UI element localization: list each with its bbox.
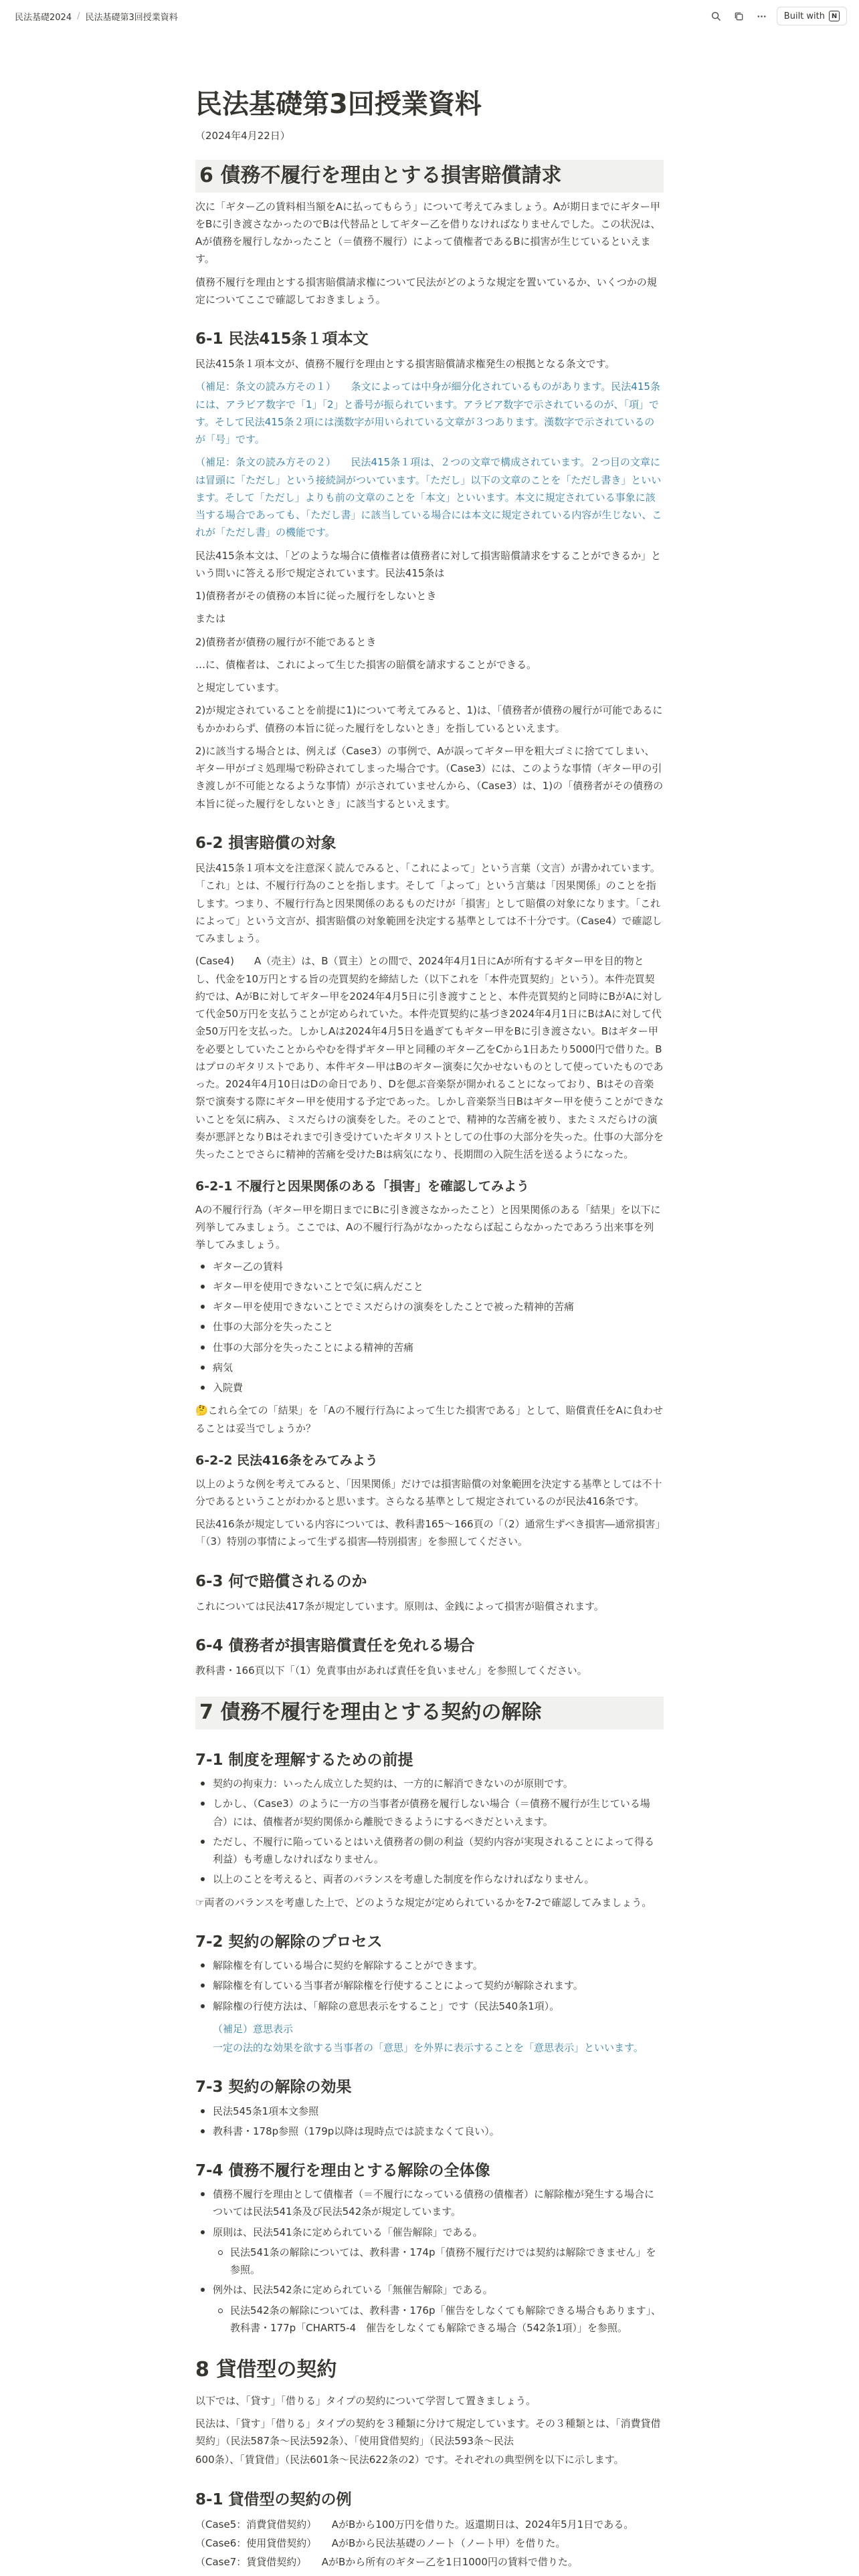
list-item-text: 原則は、民法541条に定められている「催告解除」である。 <box>213 2226 483 2238</box>
topbar <box>0 0 859 32</box>
nested-list-item: 民法541条の解除については、教科書・174p「債務不履行だけでは契約は解除できません」を参照。 <box>213 2244 664 2279</box>
heading-6-2-2: 6-2-2 民法416条をみてみよう <box>195 1453 378 1468</box>
paragraph: 2)が規定されていることを前提に1)について考えてみると、1)は、「債務者が債務の履行が可能であるにもかかわらず、債務の本旨に従った履行をしないとき」を指しているといえます。 <box>195 704 663 734</box>
list-item: 教科書・178p参照（179p以降は現時点では読まなくて良い）。 <box>195 2123 664 2140</box>
heading-7-3: 7-3 契約の解除の効果 <box>195 2078 352 2097</box>
breadcrumb-item-page[interactable]: 民法基礎第3回授業資料 <box>85 12 178 23</box>
duplicate-icon[interactable] <box>731 8 747 24</box>
heading-6-1: 6-1 民法415条１項本文 <box>195 330 369 348</box>
paragraph: これについては民法417条が規定しています。原則は、金銭によって損害が賠償されます。 <box>195 1600 604 1612</box>
bulleted-list <box>195 1775 664 1889</box>
page-date: （2024年4月22日） <box>195 130 290 142</box>
breadcrumb <box>12 9 181 24</box>
case-paragraph: （Case5：消費貸借契約） AがBから100万円を借りた。返還期日は、2024年5月1日である。 <box>195 2518 634 2531</box>
paragraph: 以下では、「貸す」「借りる」タイプの契約について学習して置きましょう。 <box>195 2394 536 2407</box>
list-item: 解除権を有している場合に契約を解除することができます。 <box>195 1957 664 1974</box>
heading-section-8: 8 貸借型の契約 <box>195 2358 337 2382</box>
case-paragraph: （Case7：賃貸借契約） AがBから所有のギター乙を1日1000円の賃料で借りた。 <box>195 2556 578 2569</box>
heading-6-4: 6-4 債務者が損害賠償責任を免れる場合 <box>195 1637 475 1654</box>
heading-7-1: 7-1 制度を理解するための前提 <box>195 1751 413 1769</box>
list-item: しかし、（Case3）のように一方の当事者が債務を履行しない場合（＝債務不履行が生じている場合）には、債権者が契約関係から離脱できるようにするべきだといえます。 <box>195 1795 664 1830</box>
case-paragraph: (Case4) A（売主）は、B（買主）との間で、2024年4月1日にAが所有するギター甲を目的物とし、代金を10万円とする旨の売買契約を締結した（以下これを「本件売買契約」という）。本件売買契約では、AがBに対してギター甲を2024年4月5日に引き渡すことと、本件売買契約と同時にBがAに対して代金50万円を支払うことが定められていた。本件売買契約に基づき2024年4月1日にBはAに対して代金50万円を支払った。しかしAは2024年4月5日を過ぎてもギター甲をBに引き渡さない。Bはギター甲を必要としていたことからやむを得ずギター甲と同種のギター乙をCから1日あたり5000円で借りた。Bはプロのギタリストであり、本件ギター甲はBのギター演奏に欠かせないものとして使っていたものであった。2024年4月10日はDの命日であり、Dを偲ぶ音楽祭が開かれることになっており、Bはその音楽祭で演奏する際にギター甲を使用する予定であった。しかし音楽祭当日Bはギター甲を使うことができないことを気に病み、ミスだらけの演奏をした。そのことで、精神的な苦痛を被り、またミスだらけの演奏が悪評となりBはそれまで引き受けていたギタリストとしての仕事の大部分を失った。仕事の大部分を失ったことでさらに精神的苦痛を受けたBは病気になり、長期間の入院生活を送るようになった。 <box>195 955 664 1161</box>
list-item <box>195 2281 664 2337</box>
topbar-actions <box>708 7 847 25</box>
list-item: 以上のことを考えると、両者のバランスを考慮した制度を作らなければなりません。 <box>195 1870 664 1888</box>
paragraph: …に、債権者は、これによって生じた損害の賠償を請求することができる。 <box>195 658 537 671</box>
list-item: 契約の拘束力：いったん成立した契約は、一方的に解消できないのが原則です。 <box>195 1775 664 1792</box>
paragraph: 民法415条１項本文が、債務不履行を理由とする損害賠償請求権発生の根拠となる条文です。 <box>195 358 615 370</box>
list-item: 仕事の大部分を失ったことによる精神的苦痛 <box>195 1339 664 1356</box>
breadcrumb-separator: / <box>77 11 80 21</box>
paragraph: 🤔これら全ての「結果」を「Aの不履行行為によって生じた損害である」として、賠償責任をAに負わせることは妥当でしょうか？ <box>195 1404 663 1434</box>
search-icon[interactable] <box>708 8 725 24</box>
nested-list <box>213 2244 664 2279</box>
paragraph: 2)債務者が債務の履行が不能であるとき <box>195 635 377 648</box>
bulleted-list <box>195 2185 664 2337</box>
note-heading: （補足）意思表示 <box>213 2022 294 2035</box>
paragraph: 2)に該当する場合とは、例えば（Case3）の事例で、Aが誤ってギター甲を粗大ゴミに捨ててしまい、ギター甲がゴミ処理場で粉砕されてしまった場合です。（Case3）には、このような事情（ギター甲の引き渡しが不可能となるような事情）が示されていませんから、（Case3）は、1)の「債務者がその債務の本旨に従った履行をしないとき」に該当するといえます。 <box>195 744 664 810</box>
paragraph: 教科書・166頁以下「（1）免責事由があれば責任を負いません」を参照してください。 <box>195 1665 587 1677</box>
heading-section-6: 6 債務不履行を理由とする損害賠償請求 <box>195 160 664 193</box>
bulleted-list <box>195 1258 664 1397</box>
paragraph: 以上のような例を考えてみると、「因果関係」だけでは損害賠償の対象範囲を決定する基準としては不十分であるということがわかると思います。さらなる基準として規定されているのが民法416条です。 <box>195 1477 662 1507</box>
note-paragraph: 一定の法的な効果を欲する当事者の「意思」を外界に表示することを「意思表示」といいます。 <box>213 2042 644 2054</box>
heading-8-1: 8-1 貸借型の契約の例 <box>195 2490 352 2508</box>
paragraph: ☞両者のバランスを考慮した上で、どのような規定が定められているかを7-2で確認してみましょう。 <box>195 1896 652 1909</box>
list-item: 入院費 <box>195 1379 664 1396</box>
list-item: 解除権の行使方法は、「解除の意思表示をすること」です（民法540条1項）。 <box>195 1998 664 2015</box>
built-with-label: Built with <box>783 11 825 21</box>
paragraph: 600条）、「賃貸借」（民法601条〜民法622条の2）です。それぞれの典型例を以下に示します。 <box>195 2454 624 2466</box>
heading-6-3: 6-3 何で賠償されるのか <box>195 1572 367 1590</box>
heading-7-2: 7-2 契約の解除のプロセス <box>195 1933 383 1951</box>
paragraph: 民法は、「貸す」「借りる」タイプの契約を３種類に分けて規定しています。その３種類とは、「消費貸借契約」（民法587条〜民法592条）、「使用貸借契約」（民法593条〜民法 <box>195 2417 661 2448</box>
paragraph: と規定しています。 <box>195 681 285 694</box>
heading-6-2-1: 6-2-1 不履行と因果関係のある「損害」を確認してみよう <box>195 1179 530 1194</box>
paragraph: 債務不履行を理由とする損害賠償請求権について民法がどのような規定を置いているか、いくつかの規定についてここで確認しておきましょう。 <box>195 276 657 306</box>
paragraph: 次に「ギター乙の賃料相当額をAに払ってもらう」について考えてみましょう。Aが期日までにギター甲をBに引き渡さなかったのでBは代替品としてギター乙を借りなければなりませんでした。この状況は、Aが債務を履行しなかったこと（＝債務不履行）によって債権者であるBに損害が生じているといえます。 <box>195 200 661 265</box>
paragraph: または <box>195 613 226 625</box>
list-item: 病気 <box>195 1359 664 1376</box>
paragraph: 民法415条１項本文を注意深く読んでみると、「これによって」という言葉（文言）が書かれています。「これ」とは、不履行行為のことを指します。そして「よって」という言葉は「因果関係」のことを指します。つまり、不履行行為と因果関係のあるものだけが「損害」として賠償の対象になります。「これによって」という文言が、損害賠償の対象範囲を決定する基準としては不十分です。（Case4）で確認してみましょう。 <box>195 862 662 945</box>
heading-7-4: 7-4 債務不履行を理由とする解除の全体像 <box>195 2162 490 2179</box>
bulleted-list <box>195 1957 664 2015</box>
page-content <box>195 87 664 2571</box>
list-item: 民法545条1項本文参照 <box>195 2103 664 2120</box>
page-title: 民法基礎第3回授業資料 <box>195 89 482 120</box>
list-item: 仕事の大部分を失ったこと <box>195 1318 664 1335</box>
built-with-button[interactable] <box>777 7 847 25</box>
nested-list <box>213 2302 664 2337</box>
paragraph: 民法415条本文は、「どのような場合に債権者は債務者に対して損害賠償請求をすることができるか」という問いに答える形で規定されています。民法415条は <box>195 549 662 579</box>
list-item: 解除権を有している当事者が解除権を行使することによって契約が解除されます。 <box>195 1977 664 1994</box>
note-paragraph: （補足：条文の読み方その２） 民法415条１項は、２つの文章で構成されています。２つ目の文章には冒頭に「ただし」という接続詞がついています。「ただし」以下の文章のことを「ただし書き」といいます。そして「ただし」よりも前の文章のことを「本文」といいます。本文に規定されている事象に該当する場合であっても、「ただし書」に該当している場合には本文に規定されている内容が生じない、これが「ただし書」の機能です。 <box>195 456 662 539</box>
list-item: ギター乙の賃料 <box>195 1258 664 1275</box>
more-icon[interactable] <box>754 8 770 24</box>
list-item: ギター甲を使用できないことで気に病んだこと <box>195 1278 664 1295</box>
nested-list-item: 民法542条の解除については、教科書・176p「催告をしなくても解除できる場合もあります」、教科書・177p「CHART5-4 催告をしなくても解除できる場合（542条1項）」を参照。 <box>213 2302 664 2337</box>
paragraph: 民法416条が規定している内容については、教科書165〜166頁の「（2）通常生ずべき損害―通常損害」「（3）特別の事情によって生ずる損害―特別損害」を参照してください。 <box>195 1518 660 1548</box>
paragraph: Aの不履行行為（ギター甲を期日までにBに引き渡さなかったこと）と因果関係のある「結果」を以下に列挙してみましょう。ここでは、Aの不履行行為がなかったならば起こらなかったであろう出来事を列挙してみましょう。 <box>195 1203 661 1251</box>
case-paragraph: （Case6：使用貸借契約） AがBから民法基礎のノート（ノート甲）を借りた。 <box>195 2537 566 2550</box>
paragraph: 1)債務者がその債務の本旨に従った履行をしないとき <box>195 590 437 603</box>
heading-section-7: 7 債務不履行を理由とする契約の解除 <box>195 1697 664 1729</box>
list-item-text: 例外は、民法542条に定められている「無催告解除」である。 <box>213 2284 493 2296</box>
notion-logo-icon: N <box>829 11 840 21</box>
list-item: ただし、不履行に陥っているとはいえ債務者の側の利益（契約内容が実現されることによって得る利益）も考慮しなければなりません。 <box>195 1833 664 1868</box>
heading-6-2: 6-2 損害賠償の対象 <box>195 834 337 852</box>
list-item: 債務不履行を理由として債権者（＝不履行になっている債務の債権者）に解除権が発生する場合については民法541条及び民法542条が規定しています。 <box>195 2185 664 2221</box>
list-item: ギター甲を使用できないことでミスだらけの演奏をしたことで被った精神的苦痛 <box>195 1298 664 1315</box>
bulleted-list <box>195 2103 664 2141</box>
breadcrumb-item-workspace[interactable]: 民法基礎2024 <box>15 12 72 23</box>
note-paragraph: （補足：条文の読み方その１） 条文によっては中身が細分化されているものがあります。民法415条には、アラビア数字で「1」「2」と番号が振られています。アラビア数字で示されているのが、「項」です。そして民法415条２項には漢数字が用いられている文章が３つあります。漢数字で示されているのが「号」です。 <box>195 381 660 446</box>
list-item <box>195 2224 664 2279</box>
